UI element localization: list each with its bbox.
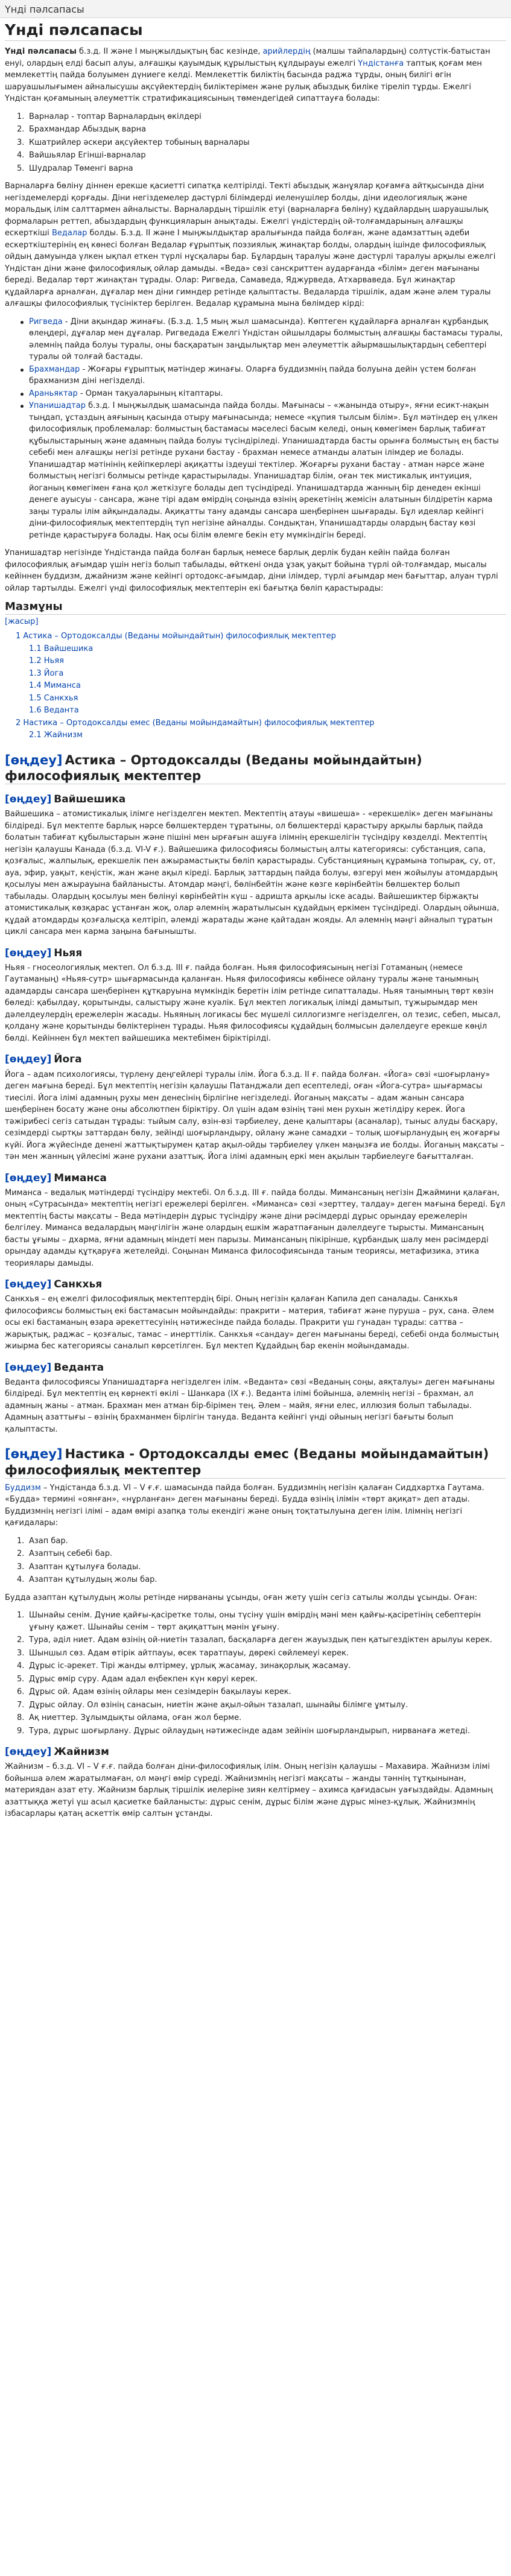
- section-title: Вайшешика: [54, 793, 126, 806]
- section-heading-nastika: [5, 1446, 506, 1479]
- toc-toggle-link[interactable]: [жасыр]: [5, 617, 39, 626]
- list-item: [29, 388, 506, 400]
- window-title: Үнді пәлсапасы: [5, 4, 84, 15]
- caste-list: [5, 111, 506, 175]
- mimamsa-text: Миманса – ведалық мәтіндерді түсіндіру мектебі. Ол б.з.д. ІІІ ғ. пайда болды. Мимансаның негізін Джаймини қалаған, оның «Сутрасында» мектептің негізгі ережелері берілген. «Миманса» сөзі «зерттеу, талдау» деген мағына береді. Бұл мектептің басты мақсаты – Веда мәтіндерін дұрыс түсіндіру және діни рәсімдерді дұрыс орындау ережелерін белгілеу. Миманса ведалардың мәңгілігін және олардың ешкім жаратпағанын дәлелдеуге тырысты. Мимансаның басты ұғымы – дхарма, яғни адамның міндеті мен парызы. Мимансаның пікірінше, құрбандық шалу мен рәсімдерді орындау адамды құтқаруға жетелейді. Соңынан Миманса философиясында таным теориясы, метафизика, этика теориялары дамыды.: [5, 1188, 506, 1268]
- toc-item: [16, 729, 506, 741]
- section-heading-mimamsa: [5, 1172, 506, 1185]
- toc-item: [16, 668, 506, 680]
- section-heading-jainism: [5, 1745, 506, 1759]
- toc-link[interactable]: 1.4 Миманса: [29, 681, 81, 691]
- edit-link[interactable]: [өңдеу]: [5, 1053, 52, 1066]
- vedas-paragraph: [5, 180, 506, 310]
- section-heading-samkhya: [5, 1278, 506, 1291]
- intro-paragraph: [5, 46, 506, 105]
- list-item-text: - Орман тақуаларының кітаптары.: [77, 389, 223, 398]
- list-item: Дұрыс ойлау. Ол өзінің санасын, ниетін және ақыл-ойын тазалап, шынайы білімге ұмтылу.: [29, 1700, 408, 1710]
- list-item: Азаптан құтылудың жолы бар.: [29, 1575, 157, 1585]
- jainism-text: Жайнизм – б.з.д. VI – V ғ.ғ. пайда болған діни-философиялық ілім. Оның негізін қалаушы – Махавира. Жайнизм ілімі бойынша әлем жаратылмаған, ол мәңгі өмір сүреді. Жайнизмнің негізгі мақсаты – жанды тәннің тұтқынынан, материядан азат ету. Жайнизм барлық тіршілік иелеріне зиян келтірмеу – ахимса қағидасын уағыздайды. Адамның азаттыққа жетуі үш асыл қасиетке байланысты: дұрыс сенім, дұрыс білім және дұрыс мінез-құлық. Жайнизмнің ізбасарлары қатаң аскеттік өмір салтын ұстанды.: [5, 1762, 493, 1819]
- list-item: Тура, дұрыс шоғырлану. Дұрыс ойлаудың нәтижесінде адам зейінін шоғырландырып, нирванаға жетеді.: [29, 1726, 470, 1736]
- eightfold-path-list: [5, 1610, 506, 1737]
- section-title: Миманса: [54, 1172, 107, 1184]
- list-item: [29, 316, 506, 363]
- toc-item: [16, 643, 506, 655]
- list-item: Азаптан құтылуға болады.: [29, 1562, 141, 1572]
- buddhism-paragraph: [5, 1482, 506, 1529]
- window-title-bar: [0, 0, 511, 18]
- edit-link[interactable]: [өңдеу]: [5, 1746, 52, 1759]
- toc-item: [16, 705, 506, 717]
- section-heading-vaisheshika: [5, 793, 506, 806]
- toc-link[interactable]: 1 Астика – Ортодоксалды (Веданы мойындайтын) философиялық мектептер: [16, 632, 336, 641]
- vedas-text-b: болды. Б.з.д. ІІ және І мыңжылдықтар аралығында пайда болған, және адамзаттың әдеби ескерткіштерінің ең көнесі болған Ведалар ғұрыптық поэзиялық жинақтар болды, олардың ішінде философиялық ойдың дамуында үлкен ықпал еткен түрлі нұсқалары бар. Бұлардың таралуы және дәстүрлі таралуы арқылы ежелгі Үндістан діни және философиялық ойлар дамыды. «Веда» сөзі санскриттен аударғанда «білім» деген мағынаны береді. Ведалар төрт жинақтан тұрады. Олар: Ригведа, Самаведа, Яджурведа, Атхарваведа. Бұл жинақтар құдайларға арналған, дұғалар мен діни гимндер ретінде қалыптасты. Ведаларда тіршілік, адам және әлем туралы алғашқы философиялық түсініктер берілген. Ведалар құрамына мына бөлімдер кірді:: [5, 229, 496, 309]
- four-truths-list: [5, 1535, 506, 1586]
- link-vedalar[interactable]: Ведалар: [51, 229, 87, 238]
- toc-item: [16, 717, 506, 729]
- page-title: Үнді пәлсапасы: [5, 21, 506, 41]
- edit-link[interactable]: [өңдеу]: [5, 1447, 63, 1462]
- list-item: Азап бар.: [29, 1536, 68, 1546]
- list-item: [29, 364, 506, 387]
- list-item: Дұрыс ой. Адам өзінің ойлары мен сезімдерін бақылауы керек.: [29, 1687, 291, 1697]
- section-heading-vedanta: [5, 1361, 506, 1374]
- list-item: Шыншыл сөз. Адам өтірік айтпауы, өсек таратпауы, дөрекі сөйлемеуі керек.: [29, 1648, 349, 1658]
- toc-item: [16, 655, 506, 667]
- list-item: Брахмандар Абыздық варна: [29, 125, 147, 135]
- section-title: Санкхья: [54, 1278, 103, 1291]
- list-item: [29, 400, 506, 541]
- list-item-text: - Жоғары ғұрыптық мәтіндер жинағы. Оларға буддизмнің пайда болуына дейін үстем болған брахманизм діні негізделді.: [29, 364, 476, 386]
- toc-link[interactable]: 2.1 Жайнизм: [29, 731, 83, 740]
- vaisheshika-text: Вайшешика – атомистикалық ілімге негізделген мектеп. Мектептің атауы «вишеша» - «ерекшелік» деген мағынаны білдіреді. Бұл мектепте барлық нәрсе бөлшектерден тұратыны, ол бөлшектерді қарастыру арқылы барлық пайда болатын табиғат құбылыстарын және пішіні мен ырғағын ашуға ілімнің ерекшелігін түсіндіру көзделді. Мектептің негізін қалаушы Канада (б.з.д. VI-V ғ.). Вайшешика философиясы болмыстың алты категориясы: субстанция, сапа, қозғалыс, жалпылық, ерекшелік пен ажырамастықты бөліп қарастырады. Субстанцияның құрамына топырақ, су, от, ауа, эфир, уақыт, кеңістік, жан және ақыл кіреді. Барлық заттардың пайда болуы, өзгеруі мен жойылуы атомдардың қосылуы мен ажырауына байланысты. Атомдар мәңгі, бөлінбейтін және көзге көрінбейтін бөлшектер болып табылады. Олардың қосылуы мен бөлінуі көрінбейтін күш - адришта арқылы іске асады. Вайшешиктер біржақты атомистикалық көзқарас ұстанған жоқ, олар әлемнің жаратылысын құдайдың еркімен түсіндіреді. Олардың ойынша, құдай атомдарды қозғалысқа келтіріп, әлемді жаратады және қайтадан жояды. Ал әлемнің мәңгі айналып тұратын циклі сансара мен карма заңына бағынышты.: [5, 810, 500, 937]
- toc-link[interactable]: 1.1 Вайшешика: [29, 644, 94, 653]
- link-brahmandar[interactable]: Брахмандар: [29, 364, 80, 374]
- edit-link[interactable]: [өңдеу]: [5, 1278, 52, 1291]
- toc-link[interactable]: 1.3 Йога: [29, 668, 64, 678]
- toc-item: [16, 630, 506, 642]
- list-item: Варналар - топтар Варналардың өкілдері: [29, 112, 202, 121]
- list-item: Кшатрийлер әскери ақсүйектер тобының варналары: [29, 138, 250, 147]
- vedas-text-a: Варналарға бөліну діннен ерекше қасиетті сипатқа келтірілді. Тектi абыздық жанұялар қоғамға айтқысында діни негіздемелерді қорғады. Діни негіздемелер дәстүрлі білімдерді иеленушілер болды, діни идеологиялық және моральдық ілім салттармен айналысты. Варналардың тіршілік етуі (варналарға бөліну) құдайлардың шаруашылық формаларын реттеп, абыздардың функцияларын анықтады. Ежелгі үндістердің ой-толғамдарының алғашқы ескерткіші: [5, 182, 489, 238]
- section-heading-astika: [5, 752, 506, 785]
- edit-link[interactable]: [өңдеу]: [5, 1361, 52, 1374]
- link-aranyaktar[interactable]: Араньяктар: [29, 389, 78, 398]
- list-item: Шудралар Төменгі варна: [29, 163, 133, 173]
- list-item-text: б.з.д. I мыңжылдық шамасында пайда болды. Мағынасы – «жанында отыру», яғни есикт-нақын тыңдап, ұстаздың аяғының қасында отыру мағынасында; немесе «құпия тылсым білім». Бұл мәтіндер ең үлкен философиялық проблемалар: болмыстың бастамасы мәселесі басым келеді, оның көмегімен барлық табиғат құбылыстарының және адамның пайда болуы түсіндіріледі. Упанишадтарда басты орынға болмыстың ең басты себебі мен алғашқы негізі ретінде рухани бастау - брахман немесе атманды алатын ілімдер ие болады. Упанишадтар мәтінінің кейіпкерлері ақиқатты іздеуші тектілер. Жоғарғы рухани бастау - атман нәрсе және болмыстың негізгі болмысы ретінде қарастырылады. Упанишадтар білім, оған тек мистикалық интуиция, йоганың көмегімен ғана қол жеткізуге болады деп түсіндіреді. Упанишадтарда жанның бір денеден екінші денеге ауысуы - сансара, және тірі адам өмірдің соңында өзінің әрекетінің жемісін алатынын білдіретін карма заңы туралы ілім айқындалады. Ақиқатты тану адамды сансара шеңберінен шығарады. Бұл идеялар кейінгі діни-философиялық мектептердің түп негізіне айналды. Сондықтан, Упанишадтарды олардың бастау көзі ретінде қарастыруға болады. Нақ осы білім өлемге бекін ету мүмкіндігін береді.: [29, 401, 499, 540]
- edit-link[interactable]: [өңдеу]: [5, 752, 63, 767]
- edit-link[interactable]: [өңдеу]: [5, 793, 52, 806]
- toc-link[interactable]: 1.5 Санкхья: [29, 693, 78, 703]
- samkhya-text: Санкхья – ең ежелгі философиялық мектептердің бірі. Оның негізін қалаған Капила деп саналады. Санкхья философиясы болмыстың екі бастамасын мойындайды: пракрити – материя, табиғат және пуруша – рух, сана. Әлем осы екі бастаманың өзара әрекеттесуінің нәтижесінде пайда болады. Пракрити үш гунадан тұрады: саттва – жарықтық, раджас – қозғалыс, тамас – инерттілік. Санкхья «сандау» деген мағынаны береді, себебі онда болмыстың жиырма бес категориясы саналып көрсетілген. Бұл мектеп Құдайдың бар екенін мойындамады.: [5, 1295, 499, 1351]
- article: [0, 18, 511, 1841]
- list-item: Шынайы сенім. Дүние қайғы-қасіретке толы, оны түсіну үшін өмірдің мәні мен қайғы-қасіретінің себептерін ұғыну қажет. Шынайы сенім – төрт ақиқаттың мәнін ұғыну.: [29, 1611, 481, 1632]
- link-buddizm[interactable]: Буддизм: [5, 1483, 41, 1493]
- table-of-contents: [5, 600, 506, 741]
- intro-bold-term: Үнді пәлсапасы: [5, 47, 77, 57]
- section-title: Ньяя: [54, 947, 83, 959]
- veda-parts-list: [5, 316, 506, 542]
- schools-paragraph: Упанишадтар негізінде Үндістанда пайда болған барлық немесе барлық дерлік будан кейін пайда болған философиялық ағымдар үшін негіз болып табылады, өйткені онда ұзақ уақыт бойына түрлі ой-толғамдар, мысалы кейіннен буддизм, джайнизм және кейінгі ортодокс-ағымдар, діни ілімдер, түрлі ағымдар мен бағыттар, алуан түрлі ойлар тартылды. Ежелгі үнді философиялық мектептерін екі бағытқа бөліп қарастырады:: [5, 548, 498, 593]
- toc-title: Мазмұны: [5, 600, 506, 615]
- intro-text-a: б.з.д. ІІ және І мыңжылдықтың бас кезінде,: [76, 47, 263, 57]
- section-title: Йога: [54, 1053, 82, 1066]
- toc-list: [5, 630, 506, 741]
- list-item: Дұрыс іс-әрекет. Тірі жанды өлтірмеу, ұрлық жасамау, зинақорлық жасамау.: [29, 1661, 351, 1671]
- intro-text-c: таптық қоғам мен мемлекеттің пайда болуымен дүниеге келді. Мемлекеттік биліктің басында раджа тұрды, оның билігі өгін шаруашылығымен айналысушы ақсүйектердің биліктерімен және рулық абыздық биліке тіреліп тұрды. Ежелгі Үндістан қоғамының әлеуметтік стратификациясының төмендегідей сипаттауға болады:: [5, 59, 482, 104]
- toc-link[interactable]: 1.6 Веданта: [29, 706, 79, 715]
- toc-link[interactable]: 2 Настика – Ортодоксалды емес (Веданы мойындамайтын) философиялық мектептер: [16, 718, 375, 728]
- nyaya-text: Ньяя - гносеологиялық мектеп. Ол б.з.д. ІІІ ғ. пайда болған. Ньяя философиясының негізі Готаманың (немесе Гаутаманың) «Ньяя-сутр» шығармасында қаланған. Ньяя философиясы көбінесе ойлану туралы және танымның адамдарды сансара шеңберінен құтқаруына мүмкіндік беретін ілім ретінде сипатталады. Ньяя танымның төрт көзін бөледі: қабылдау, қорытынды, салыстыру және куәлік. Бұл мектеп логикалық ілімді дамытып, тұжырымдар мен дәлелдеулердің ережелерін жасады. Ньяяның логикасы бес мүшелі силлогизмге негізделген, ол тезис, себеп, мысал, қолдану және қорытынды бөліктерінен тұрады. Ньяя философиясы құдайдың болмысын дәлелдеуге ерекше көңіл бөлді. Кейіннен бұл мектеп вайшешика мектебімен біріктірілді.: [5, 963, 501, 1043]
- link-ariylerdin[interactable]: арийлердің: [262, 47, 311, 57]
- list-item: Тура, әділ ниет. Адам өзінің ой-ниетін тазалап, басқаларға деген жауыздық пен қатыгездіктен арылуы керек.: [29, 1635, 492, 1645]
- section-title: Веданта: [54, 1361, 104, 1374]
- section-title: Жайнизм: [54, 1746, 109, 1759]
- toc-item: [16, 680, 506, 692]
- list-item: Ақ ниеттер. Зұлымдықты ойлама, оған жол берме.: [29, 1713, 242, 1723]
- vedanta-text: Веданта философиясы Упанишадтарға негізделген ілім. «Веданта» сөзі «Веданың соңы, аяқталуы» деген мағынаны білдіреді. Бұл мектептің ең көрнекті өкілі – Шанкара (ІХ ғ.). Веданта ілімі бойынша, әлемнің негізі – брахман, ал адамның жаны – атман. Брахман мен атман бір-бірімен тең. Әлем – майя, яғни елес, иллюзия болып табылады. Адамның азаттығы – өзінің брахманмен бірлігін тануда. Веданта кейінгі үнді ойының негізгі бағыты болып қалыптасты.: [5, 1377, 495, 1434]
- list-item: Азаптың себебі бар.: [29, 1549, 113, 1559]
- section-heading-yoga: [5, 1053, 506, 1066]
- toc-link[interactable]: 1.2 Ньяя: [29, 656, 64, 666]
- edit-link[interactable]: [өңдеу]: [5, 1172, 52, 1184]
- link-rigveda[interactable]: Ригведа: [29, 317, 63, 326]
- buddhism-text: – Үндістанда б.з.д. VI – V ғ.ғ. шамасында пайда болған. Буддизмнің негізін қалаған Сиддхартха Гаутама. «Будда» термині «оянған», «нұрланған» деген мағынаны береді. Будда өзінің ілімін «төрт ақиқат» деп атады. Буддизмнің негізгі ілімі – адам өмірі азапқа толы екендігі және оның тоқтатылуына деген ілім. Ілімнің негізгі қағидалары:: [5, 1483, 484, 1528]
- list-item: Дұрыс өмір сүру. Адам адал еңбекпен күн көруі керек.: [29, 1674, 258, 1684]
- yoga-text: Йога – адам психологиясы, түрлену деңгейлері туралы ілім. Йога б.з.д. ІІ ғ. пайда болған. «Йога» сөзі «шоғырлану» деген мағына береді. Бұл мектептің негізін қалаушы Патанджали деп есептеледі, оған «Йога-сутра» шығармасы тиесілі. Йога ілімі адамның рухы мен денесінің бірлігіне негізделеді. Йоганың мақсаты – адам жанын сансара шеңберінен босату және оны абсолютпен біріктіру. Ол үшін адам өзінің тәні мен рухын жетілдіру керек. Йога тәжірибесі сегіз сатыдан тұрады: тыйым салу, өзін-өзі тәрбиелеу, дене қалыптары (асаналар), тыныс алуды басқару, сезімдерді сыртқы заттардан бөлу, зейінді шоғырландыру, ойлану және самадхи – толық шоғырланудың ең жоғарғы күйі. Йога жүйесінде денені жаттықтырумен қатар ақыл-ойды тәрбиелеу үлкен маңызға ие болды. Йоганың мақсаты – тән мен жанның үйлесімі және рухани азаттық. Йога ілімі адамның еркі мен ақылын тәрбиелеуге бағытталған.: [5, 1070, 504, 1162]
- section-title: Настика - Ортодоксалды емес (Веданы мойындамайтын) философиялық мектептер: [5, 1447, 489, 1477]
- intro-text-b: (малшы тайпалардың) солтүстік-батыстан енуі, олардың елді басып алуы, алғашқы қауымдық құрылыстың құлдырауы ежелгі: [5, 47, 490, 68]
- list-item-text: - Діни ақындар жинағы. (Б.з.д. 1,5 мың жыл шамасында). Көптеген құдайларға арналған құрбандық өлеңдері, дұғалар мен дұғалар. Ригведада Ежелгі Үндістан ойшылдары болмыстың алғашқы бастамасы туралы, әлемнің пайда болуы туралы, оны басқаратын заңдылықтар мен әлеуметтік айырмашылықтардың себептері туралы ой толғай бастады.: [29, 317, 503, 362]
- edit-link[interactable]: [өңдеу]: [5, 947, 52, 959]
- list-item: Вайшьялар Егінші-варналар: [29, 151, 146, 160]
- section-heading-nyaya: [5, 947, 506, 960]
- section-title: Астика – Ортодоксалды (Веданы мойындайтын) философиялық мектептер: [5, 752, 422, 783]
- link-undistanga[interactable]: Үндістанға: [358, 59, 404, 68]
- path-paragraph: Будда азаптан құтылудың жолы ретінде нирвананы ұсынды, оған жету үшін сегіз сатылы жолды ұсынды. Оған:: [5, 1593, 477, 1602]
- link-upanishadtar[interactable]: Упанишадтар: [29, 401, 86, 411]
- toc-item: [16, 693, 506, 705]
